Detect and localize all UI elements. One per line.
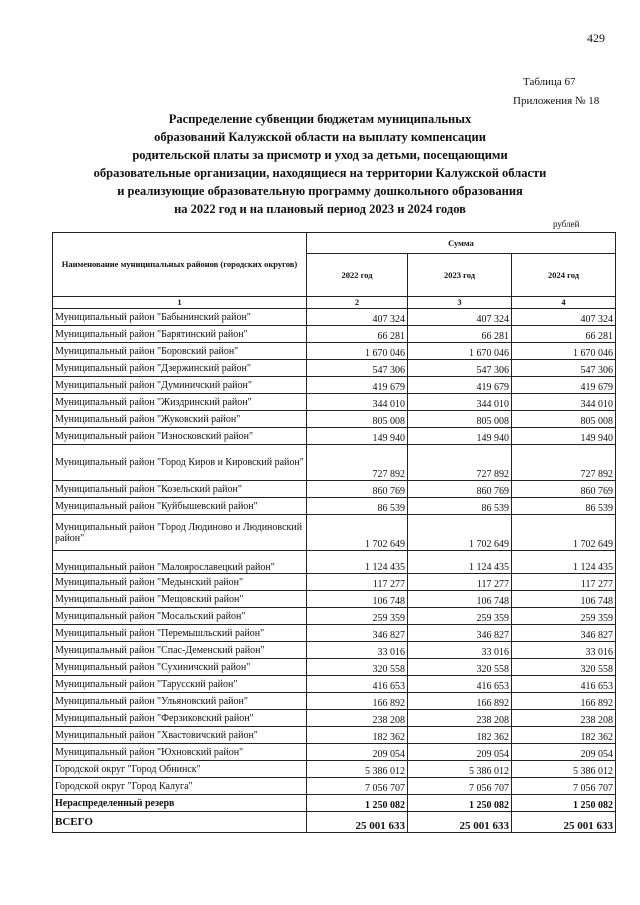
table-row [53,551,616,574]
table-row [53,727,616,744]
value-2024: 419 679 [512,377,616,394]
table-number: Таблица 67 [523,76,576,88]
row-name: Муниципальный район "Жиздринский район" [53,394,307,411]
table-body [53,309,616,833]
document-title [60,110,580,218]
value-2023: 238 208 [408,710,512,727]
value-2023: 149 940 [408,428,512,445]
table-row [53,693,616,710]
row-name: Муниципальный район "Юхновский район" [53,744,307,761]
value-2024: 1 670 046 [512,343,616,360]
value-2022: 346 827 [307,625,408,642]
row-name: Муниципальный район "Ульяновский район" [53,693,307,710]
row-name: Муниципальный район "Перемышльский район" [53,625,307,642]
value-2023: 182 362 [408,727,512,744]
value-2024: 209 054 [512,744,616,761]
value-2024: 727 892 [512,445,616,481]
row-name: Муниципальный район "Боровский район" [53,343,307,360]
value-2022: 182 362 [307,727,408,744]
value-2022: 238 208 [307,710,408,727]
reserve-2022: 1 250 082 [307,795,408,812]
value-2023: 86 539 [408,498,512,515]
row-name: Муниципальный район "Мещовский район" [53,591,307,608]
value-2023: 66 281 [408,326,512,343]
total-name: ВСЕГО [53,812,307,833]
value-2023: 407 324 [408,309,512,326]
value-2022: 727 892 [307,445,408,481]
value-2023: 7 056 707 [408,778,512,795]
value-2022: 259 359 [307,608,408,625]
page-number: 429 [587,31,605,45]
appendix-label: Приложения № 18 [513,95,600,107]
year-2023-header: 2023 год [408,254,512,297]
value-2022: 416 653 [307,676,408,693]
title-line: на 2022 год и на плановый период 2023 и 2024 годов [174,202,466,216]
table-row [53,498,616,515]
value-2024: 407 324 [512,309,616,326]
value-2022: 1 124 435 [307,551,408,574]
table-row [53,481,616,498]
row-name: Муниципальный район "Куйбышевский район" [53,498,307,515]
row-name: Городской округ "Город Калуга" [53,778,307,795]
value-2023: 1 702 649 [408,515,512,551]
value-2023: 416 653 [408,676,512,693]
total-2023: 25 001 633 [408,812,512,833]
row-name: Муниципальный район "Медынский район" [53,574,307,591]
year-2024-header: 2024 год [512,254,616,297]
value-2024: 238 208 [512,710,616,727]
row-name: Муниципальный район "Думиничский район" [53,377,307,394]
table-row [53,309,616,326]
table-row [53,515,616,551]
row-name: Муниципальный район "Мосальский район" [53,608,307,625]
table-row [53,710,616,727]
reserve-row [53,795,616,812]
table-row [53,445,616,481]
value-2022: 407 324 [307,309,408,326]
table-row [53,326,616,343]
table-row [53,625,616,642]
title-line: образовательные организации, находящиеся на территории Калужской области [93,166,547,180]
table-row [53,608,616,625]
table-row [53,744,616,761]
value-2024: 66 281 [512,326,616,343]
value-2024: 86 539 [512,498,616,515]
subsidy-table [52,232,616,833]
value-2023: 33 016 [408,642,512,659]
sum-column-header: Сумма [307,233,616,254]
row-name: Муниципальный район "Тарусский район" [53,676,307,693]
value-2024: 320 558 [512,659,616,676]
table-row [53,659,616,676]
total-row [53,812,616,833]
row-name: Муниципальный район "Спас-Деменский район" [53,642,307,659]
table-row [53,778,616,795]
title-line: образований Калужской области на выплату компенсации [154,130,486,144]
value-2022: 320 558 [307,659,408,676]
value-2023: 117 277 [408,574,512,591]
value-2024: 7 056 707 [512,778,616,795]
value-2024: 259 359 [512,608,616,625]
value-2024: 33 016 [512,642,616,659]
row-name: Муниципальный район "Город Людиново и Людиновский район" [53,515,307,551]
value-2024: 860 769 [512,481,616,498]
title-line: Распределение субвенции бюджетам муниципальных [168,112,472,126]
value-2022: 166 892 [307,693,408,710]
total-2022: 25 001 633 [307,812,408,833]
value-2023: 860 769 [408,481,512,498]
value-2022: 1 702 649 [307,515,408,551]
value-2022: 5 386 012 [307,761,408,778]
value-2022: 149 940 [307,428,408,445]
value-2024: 416 653 [512,676,616,693]
table-row [53,360,616,377]
value-2022: 86 539 [307,498,408,515]
value-2024: 5 386 012 [512,761,616,778]
value-2024: 106 748 [512,591,616,608]
value-2024: 547 306 [512,360,616,377]
name-column-header: Наименование муниципальных районов (городских округов) [53,233,307,297]
value-2023: 5 386 012 [408,761,512,778]
reserve-2023: 1 250 082 [408,795,512,812]
row-name: Муниципальный район "Ферзиковский район" [53,710,307,727]
value-2022: 344 010 [307,394,408,411]
value-2022: 106 748 [307,591,408,608]
value-2022: 547 306 [307,360,408,377]
value-2024: 166 892 [512,693,616,710]
column-number: 3 [408,297,512,309]
value-2022: 1 670 046 [307,343,408,360]
value-2023: 259 359 [408,608,512,625]
value-2022: 7 056 707 [307,778,408,795]
value-2023: 209 054 [408,744,512,761]
value-2024: 346 827 [512,625,616,642]
column-number: 2 [307,297,408,309]
row-name: Муниципальный район "Жуковский район" [53,411,307,428]
column-number: 4 [512,297,616,309]
value-2022: 805 008 [307,411,408,428]
value-2023: 346 827 [408,625,512,642]
table-row [53,642,616,659]
row-name: Муниципальный район "Сухиничский район" [53,659,307,676]
units-label: рублей [553,219,580,229]
total-2024: 25 001 633 [512,812,616,833]
value-2024: 182 362 [512,727,616,744]
reserve-name: Нераспределенный резерв [53,795,307,812]
value-2023: 805 008 [408,411,512,428]
row-name: Муниципальный район "Малоярославецкий район" [53,551,307,574]
value-2024: 805 008 [512,411,616,428]
row-name: Городской округ "Город Обнинск" [53,761,307,778]
value-2023: 1 124 435 [408,551,512,574]
value-2022: 419 679 [307,377,408,394]
value-2023: 1 670 046 [408,343,512,360]
table-row [53,761,616,778]
value-2022: 33 016 [307,642,408,659]
row-name: Муниципальный район "Козельский район" [53,481,307,498]
row-name: Муниципальный район "Хвастовичский район" [53,727,307,744]
value-2024: 1 702 649 [512,515,616,551]
value-2023: 166 892 [408,693,512,710]
row-name: Муниципальный район "Барятинский район" [53,326,307,343]
year-2022-header: 2022 год [307,254,408,297]
value-2024: 344 010 [512,394,616,411]
value-2022: 209 054 [307,744,408,761]
table-row [53,428,616,445]
table-row [53,591,616,608]
value-2023: 344 010 [408,394,512,411]
row-name: Муниципальный район "Дзержинский район" [53,360,307,377]
table-row [53,343,616,360]
value-2022: 66 281 [307,326,408,343]
table-row [53,394,616,411]
table-row [53,574,616,591]
row-name: Муниципальный район "Бабынинский район" [53,309,307,326]
title-line: и реализующие образовательную программу дошкольного образования [117,184,523,198]
value-2023: 419 679 [408,377,512,394]
value-2023: 727 892 [408,445,512,481]
table-row [53,377,616,394]
value-2024: 117 277 [512,574,616,591]
value-2024: 149 940 [512,428,616,445]
value-2023: 320 558 [408,659,512,676]
value-2022: 860 769 [307,481,408,498]
value-2023: 106 748 [408,591,512,608]
title-line: родительской платы за присмотр и уход за детьми, посещающими [132,148,508,162]
value-2023: 547 306 [408,360,512,377]
row-name: Муниципальный район "Износковский район" [53,428,307,445]
column-number: 1 [53,297,307,309]
reserve-2024: 1 250 082 [512,795,616,812]
table-row [53,411,616,428]
value-2024: 1 124 435 [512,551,616,574]
table-row [53,676,616,693]
value-2022: 117 277 [307,574,408,591]
row-name: Муниципальный район "Город Киров и Кировский район" [53,445,307,481]
